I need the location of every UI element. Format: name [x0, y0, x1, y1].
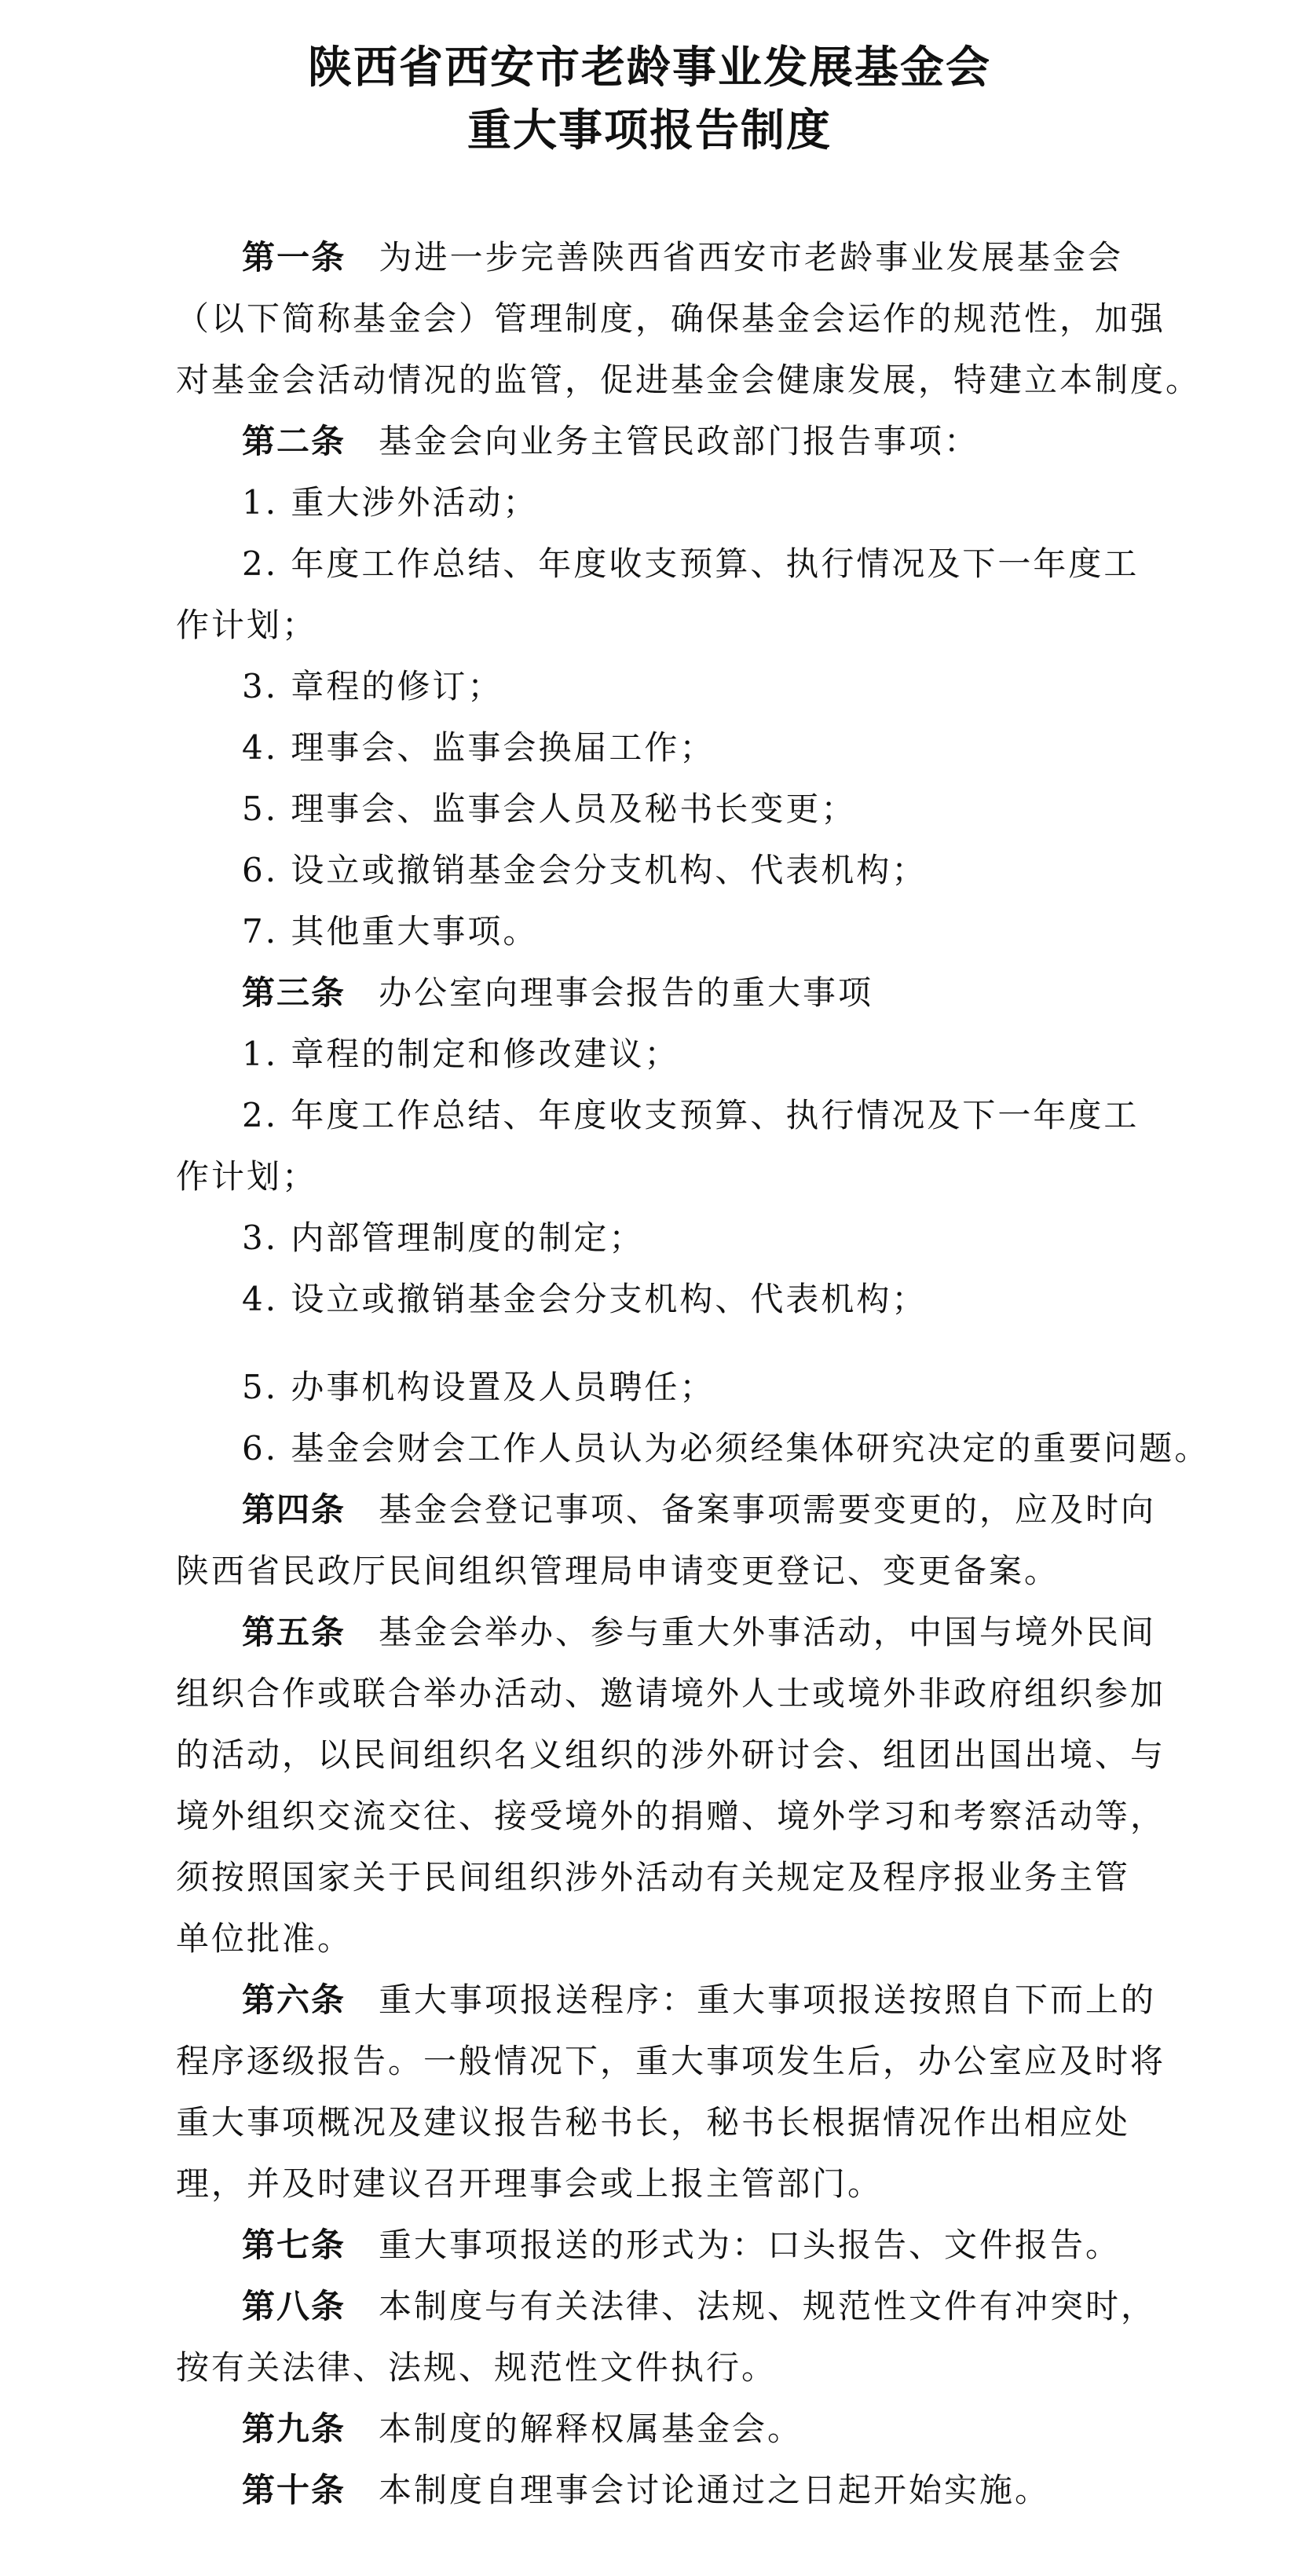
article-2-heading: 第二条 [242, 422, 346, 460]
article-7-heading: 第七条 [242, 2226, 346, 2264]
article-6-line-1 [242, 1978, 1157, 2022]
article-5-heading: 第五条 [242, 1613, 346, 1651]
document-title-line-2: 重大事项报告制度 [467, 105, 832, 156]
article-6-line-4: 理，并及时建议召开理事会或上报主管部门。 [176, 2164, 884, 2203]
article-3-heading: 第三条 [242, 973, 346, 1012]
article-5-line-6: 单位批准。 [176, 1919, 353, 1958]
article-2-item-3: 3. 章程的修订； [242, 667, 503, 705]
article-6-line-2: 程序逐级报告。一般情况下，重大事项发生后，办公室应及时将 [176, 2042, 1166, 2080]
article-1-heading: 第一条 [242, 238, 346, 277]
article-5-line-2: 组织合作或联合举办活动、邀请境外人士或境外非政府组织参加 [176, 1674, 1166, 1713]
article-9-text-1: 本制度的解释权属基金会。 [379, 2409, 803, 2448]
article-9-line-1 [242, 2407, 1123, 2451]
article-2-line-1 [242, 420, 1123, 464]
document-title-line-1: 陕西省西安市老龄事业发展基金会 [308, 42, 991, 93]
article-8-heading: 第八条 [242, 2287, 346, 2325]
article-7-text-1: 重大事项报送的形式为：口头报告、文件报告。 [379, 2226, 1122, 2264]
article-2-item-7: 7. 其他重大事项。 [242, 912, 539, 951]
article-5-line-3: 的活动，以民间组织名义组织的涉外研讨会、组团出国出境、与 [176, 1735, 1166, 1774]
article-3-text-1: 办公室向理事会报告的重大事项 [379, 973, 874, 1012]
article-5-line-5: 须按照国家关于民间组织涉外活动有关规定及程序报业务主管 [176, 1858, 1131, 1896]
article-2-item-2-cont: 作计划； [176, 606, 318, 644]
article-1-text-1: 为进一步完善陕西省西安市老龄事业发展基金会 [379, 238, 1123, 277]
article-3-item-5: 5. 办事机构设置及人员聘任； [242, 1368, 715, 1406]
article-2-item-1: 1. 重大涉外活动； [242, 483, 539, 522]
article-10-heading: 第十条 [242, 2471, 346, 2509]
article-8-line-2: 按有关法律、法规、规范性文件执行。 [176, 2348, 778, 2387]
article-10-line-1 [242, 2468, 1123, 2512]
article-4-line-2: 陕西省民政厅民间组织管理局申请变更登记、变更备案。 [176, 1552, 1060, 1590]
article-2-item-6: 6. 设立或撤销基金会分支机构、代表机构； [242, 851, 928, 889]
article-1-line-3: 对基金会活动情况的监管，促进基金会健康发展，特建立本制度。 [176, 361, 1202, 399]
article-5-line-4: 境外组织交流交往、接受境外的捐赠、境外学习和考察活动等， [176, 1797, 1166, 1835]
article-5-line-1 [242, 1610, 1157, 1654]
article-6-line-3: 重大事项概况及建议报告秘书长，秘书长根据情况作出相应处 [176, 2103, 1131, 2142]
article-1-line-1 [242, 236, 1123, 280]
article-3-item-2: 2. 年度工作总结、年度收支预算、执行情况及下一年度工 [242, 1096, 1140, 1134]
article-3-line-1 [242, 971, 1123, 1015]
article-3-item-3: 3. 内部管理制度的制定； [242, 1218, 645, 1257]
article-8-line-1 [242, 2285, 1157, 2329]
article-3-item-1: 1. 章程的制定和修改建议； [242, 1035, 680, 1073]
article-2-text-1: 基金会向业务主管民政部门报告事项： [379, 422, 980, 460]
article-3-item-2-cont: 作计划； [176, 1157, 318, 1196]
article-3-item-6: 6. 基金会财会工作人员认为必须经集体研究决定的重要问题。 [242, 1429, 1210, 1468]
article-10-text-1: 本制度自理事会讨论通过之日起开始实施。 [379, 2471, 1051, 2509]
article-2-item-4: 4. 理事会、监事会换届工作； [242, 728, 715, 767]
article-8-text-1: 本制度与有关法律、法规、规范性文件有冲突时， [379, 2287, 1157, 2325]
article-4-heading: 第四条 [242, 1490, 346, 1529]
article-3-item-4: 4. 设立或撤销基金会分支机构、代表机构； [242, 1280, 928, 1318]
article-4-line-1 [242, 1488, 1157, 1532]
article-2-item-5: 5. 理事会、监事会人员及秘书长变更； [242, 790, 857, 828]
article-7-line-1 [242, 2223, 1123, 2267]
article-6-text-1: 重大事项报送程序：重大事项报送按照自下而上的 [379, 1981, 1157, 2019]
article-9-heading: 第九条 [242, 2409, 346, 2448]
article-5-text-1: 基金会举办、参与重大外事活动，中国与境外民间 [379, 1613, 1157, 1651]
article-1-line-2: （以下简称基金会）管理制度，确保基金会运作的规范性，加强 [176, 299, 1166, 338]
article-4-text-1: 基金会登记事项、备案事项需要变更的，应及时向 [379, 1490, 1157, 1529]
article-6-heading: 第六条 [242, 1981, 346, 2019]
article-2-item-2: 2. 年度工作总结、年度收支预算、执行情况及下一年度工 [242, 544, 1140, 583]
